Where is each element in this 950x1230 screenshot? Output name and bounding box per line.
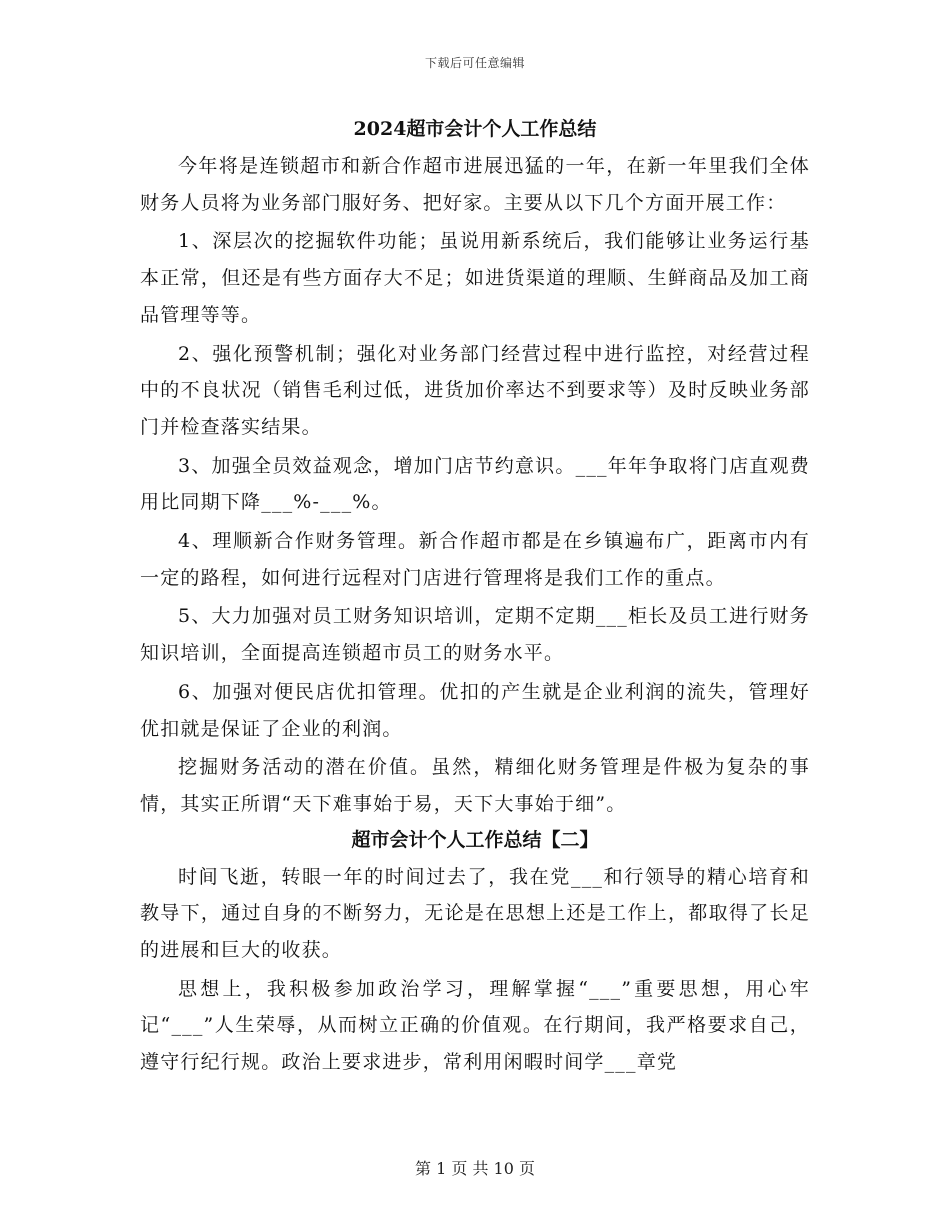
section2-paragraph-1: 时间飞逝，转眼一年的时间过去了，我在党___和行领导的精心培育和教导下，通过自身的不断努力，无论是在思想上还是工作上，都取得了长足的进展和巨大的收获。 bbox=[140, 865, 810, 962]
section2-paragraph-2: 思想上，我积极参加政治学习，理解掌握“___”重要思想，用心牢记“___”人生荣辱，从而树立正确的价值观。在行期间，我严格要求自己，遵守行纪行规。政治上要求进步，常利用闲暇时间学___章党 bbox=[140, 977, 810, 1074]
section1-paragraph-8: 挖掘财务活动的潜在价值。虽然，精细化财务管理是件极为复杂的事情，其实正所谓“天下难事始于易，天下大事始于细”。 bbox=[140, 756, 810, 815]
section1-paragraph-1: 今年将是连锁超市和新合作超市进展迅猛的一年，在新一年里我们全体财务人员将为业务部门服好务、把好家。主要从以下几个方面开展工作： bbox=[140, 155, 810, 214]
section1-paragraph-6: 5、大力加强对员工财务知识培训，定期不定期___柜长及员工进行财务知识培训，全面提高连锁超市员工的财务水平。 bbox=[140, 605, 810, 665]
header-note: 下载后可任意编辑 bbox=[424, 56, 525, 70]
section1-paragraph-2: 1、深层次的挖掘软件功能；虽说用新系统后，我们能够让业务运行基本正常，但还是有些方面存大不足；如进货渠道的理顺、生鲜商品及加工商品管理等等。 bbox=[140, 230, 810, 326]
page-number-footer: 第 1 页 共 10 页 bbox=[415, 1159, 535, 1178]
section1-paragraph-3: 2、强化预警机制；强化对业务部门经营过程中进行监控，对经营过程中的不良状况（销售毛利过低，进货加价率达不到要求等）及时反映业务部门并检查落实结果。 bbox=[140, 342, 810, 438]
section1-paragraph-7: 6、加强对便民店优扣管理。优扣的产生就是企业利润的流失，管理好优扣就是保证了企业的利润。 bbox=[140, 680, 810, 740]
section1-paragraph-5: 4、理顺新合作财务管理。新合作超市都是在乡镇遍布广，距离市内有一定的路程，如何进行远程对门店进行管理将是我们工作的重点。 bbox=[140, 530, 810, 589]
document-body bbox=[140, 112, 810, 1081]
section1-paragraph-4: 3、加强全员效益观念，增加门店节约意识。___年年争取将门店直观费用比同期下降___%-___%。 bbox=[140, 454, 810, 514]
section2-title: 超市会计个人工作总结【二】 bbox=[351, 828, 599, 851]
section1-title: 2024超市会计个人工作总结 bbox=[353, 118, 597, 140]
